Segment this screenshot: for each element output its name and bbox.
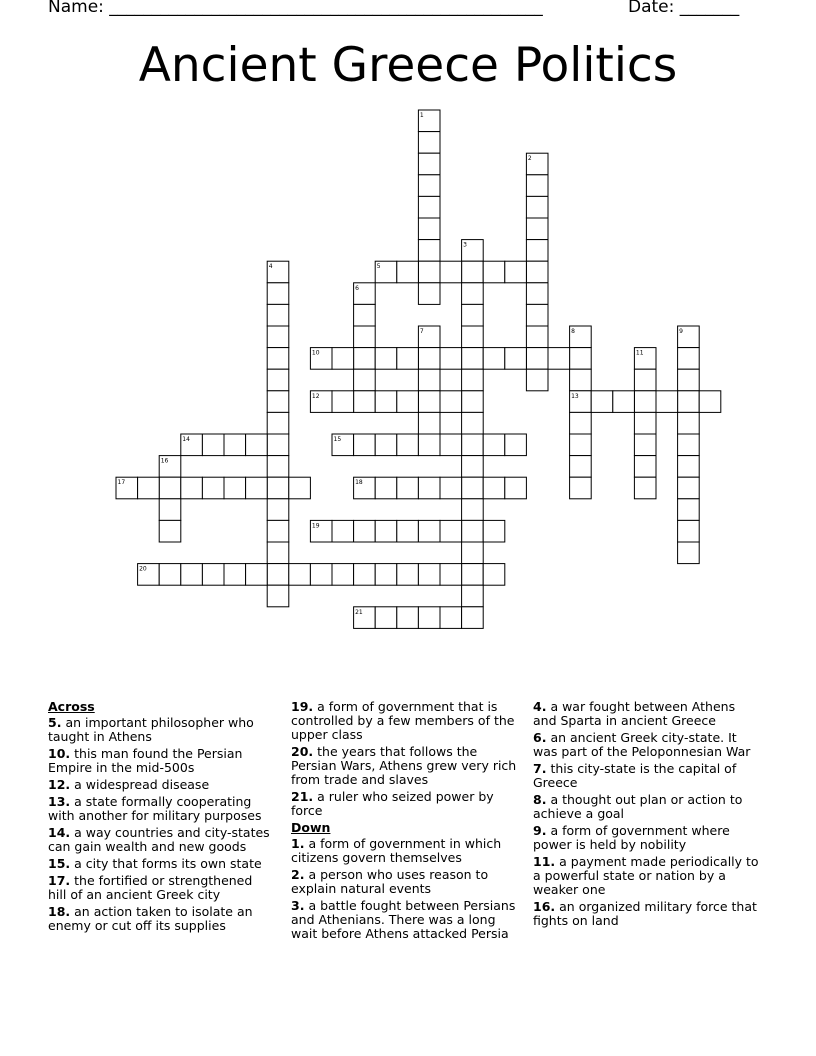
- grid-cell[interactable]: [375, 564, 397, 586]
- grid-cell[interactable]: [462, 348, 484, 370]
- grid-cell[interactable]: [332, 520, 354, 542]
- clue-across-19: 19. a form of government that is controlled by a few members of the upper class: [291, 699, 515, 742]
- grid-cell[interactable]: [526, 369, 548, 391]
- clue-across-12: 12. a widespread disease: [48, 777, 210, 792]
- grid-cell[interactable]: [159, 499, 181, 521]
- grid-cell[interactable]: [570, 456, 592, 478]
- grid-cell[interactable]: [462, 499, 484, 521]
- cell-number: 19: [311, 522, 320, 530]
- grid-cell[interactable]: [570, 477, 592, 499]
- cell-number: 2: [527, 155, 532, 163]
- grid-cell[interactable]: [418, 240, 440, 262]
- grid-cell[interactable]: [462, 585, 484, 607]
- grid-cell[interactable]: [418, 153, 440, 175]
- grid-cell[interactable]: [699, 391, 721, 413]
- grid-cell[interactable]: [397, 434, 419, 456]
- grid-cell[interactable]: [224, 434, 246, 456]
- clues-column-2: [291, 700, 525, 944]
- grid-cell[interactable]: [634, 369, 656, 391]
- grid-cell[interactable]: [440, 261, 462, 283]
- grid-cell[interactable]: [246, 434, 268, 456]
- grid-cell[interactable]: [634, 434, 656, 456]
- grid-cell[interactable]: [418, 477, 440, 499]
- clue-down-3: 3. a battle fought between Persians and Athenians. There was a long wait before Athens attacked Persia: [291, 898, 516, 941]
- grid-cell[interactable]: [267, 391, 289, 413]
- grid-cell[interactable]: [397, 520, 419, 542]
- grid-cell[interactable]: [181, 564, 203, 586]
- grid-cell[interactable]: [267, 542, 289, 564]
- grid-cell[interactable]: [678, 520, 700, 542]
- clue-down-8: 8. a thought out plan or action to achieve a goal: [533, 792, 743, 821]
- grid-cell[interactable]: [440, 520, 462, 542]
- grid-cell[interactable]: [678, 477, 700, 499]
- grid-cell[interactable]: [354, 434, 376, 456]
- grid-cell[interactable]: [332, 564, 354, 586]
- grid-cell[interactable]: [418, 175, 440, 197]
- grid-cell[interactable]: [267, 348, 289, 370]
- clue-across-18: 18. an action taken to isolate an enemy or cut off its supplies: [48, 904, 253, 933]
- grid-cell[interactable]: [418, 348, 440, 370]
- grid-cell[interactable]: [267, 369, 289, 391]
- grid-cell[interactable]: [267, 434, 289, 456]
- cell-number: 13: [571, 392, 579, 400]
- grid-cell[interactable]: [289, 564, 311, 586]
- grid-cell[interactable]: [462, 261, 484, 283]
- grid-cell[interactable]: [526, 326, 548, 348]
- grid-cell[interactable]: [678, 499, 700, 521]
- cell-number: 14: [182, 436, 190, 443]
- page-title: Ancient Greece Politics: [138, 38, 678, 93]
- grid-cell[interactable]: [418, 283, 440, 305]
- grid-cell[interactable]: [526, 240, 548, 262]
- grid-cell[interactable]: [570, 348, 592, 370]
- grid-cell[interactable]: [440, 391, 462, 413]
- grid-cell[interactable]: [354, 304, 376, 326]
- cell-number: 15: [333, 436, 342, 443]
- grid-cell[interactable]: [462, 369, 484, 391]
- grid-cell[interactable]: [354, 391, 376, 413]
- clue-across-15: 15. a city that forms its own state: [48, 856, 262, 871]
- grid-cell[interactable]: [440, 348, 462, 370]
- grid-cell[interactable]: [375, 348, 397, 370]
- grid-cell[interactable]: [483, 261, 505, 283]
- grid-cell[interactable]: [440, 434, 462, 456]
- grid-cell[interactable]: [440, 477, 462, 499]
- cell-number: 3: [463, 241, 467, 249]
- grid-cell[interactable]: [526, 283, 548, 305]
- cell-number: 17: [117, 479, 126, 487]
- grid-cell[interactable]: [246, 477, 268, 499]
- grid-cell[interactable]: [462, 456, 484, 478]
- grid-cell[interactable]: [267, 564, 289, 586]
- grid-cell[interactable]: [397, 348, 419, 370]
- clue-down-1: 1. a form of government in which citizens govern themselves: [291, 836, 502, 865]
- grid-cell[interactable]: [267, 520, 289, 542]
- clue-down-4: 4. a war fought between Athens and Sparta in ancient Greece: [533, 699, 736, 728]
- grid-cell[interactable]: [354, 520, 376, 542]
- grid-cell[interactable]: [375, 477, 397, 499]
- grid-cell[interactable]: [483, 348, 505, 370]
- grid-cell[interactable]: [462, 391, 484, 413]
- grid-cell[interactable]: [462, 477, 484, 499]
- cell-number: 7: [419, 328, 424, 335]
- clue-down-11: 11. a payment made periodically to a powerful state or nation by a weaker one: [533, 854, 759, 897]
- clue-down-7: 7. this city-state is the capital of Greece: [533, 761, 737, 790]
- clues-column-3: [533, 700, 761, 931]
- grid-cell[interactable]: [440, 564, 462, 586]
- grid-cell[interactable]: [613, 391, 635, 413]
- grid-cell[interactable]: [332, 391, 354, 413]
- clues-column-1: [48, 700, 273, 936]
- grid-cell[interactable]: [483, 564, 505, 586]
- grid-cell[interactable]: [267, 477, 289, 499]
- grid-cell[interactable]: [570, 412, 592, 434]
- grid-cell[interactable]: [656, 391, 678, 413]
- grid-cell[interactable]: [678, 348, 700, 370]
- grid-cell[interactable]: [440, 607, 462, 629]
- cell-number: 10: [311, 349, 320, 357]
- grid-cell[interactable]: [159, 564, 181, 586]
- grid-cell[interactable]: [634, 456, 656, 478]
- grid-cell[interactable]: [397, 391, 419, 413]
- grid-cell[interactable]: [462, 607, 484, 629]
- grid-cell[interactable]: [397, 564, 419, 586]
- cell-number: 8: [571, 328, 575, 335]
- grid-cell[interactable]: [418, 564, 440, 586]
- grid-cell[interactable]: [159, 520, 181, 542]
- grid-cell[interactable]: [418, 218, 440, 240]
- grid-cell[interactable]: [418, 391, 440, 413]
- clue-across-10: 10. this man found the Persian Empire in the mid-500s: [48, 746, 243, 775]
- across-heading: Across: [48, 699, 95, 714]
- clue-down-9: 9. a form of government where power is held by nobility: [533, 823, 730, 852]
- grid-cell[interactable]: [418, 369, 440, 391]
- grid-cell[interactable]: [418, 196, 440, 218]
- cell-number: 9: [679, 328, 683, 335]
- grid-cell[interactable]: [418, 132, 440, 154]
- grid-cell[interactable]: [202, 564, 224, 586]
- grid-cell[interactable]: [310, 564, 332, 586]
- grid-cell[interactable]: [462, 304, 484, 326]
- clue-across-5: 5. an important philosopher who taught in Athens: [48, 715, 254, 744]
- grid-cell[interactable]: [526, 261, 548, 283]
- grid-cell[interactable]: [181, 477, 203, 499]
- grid-cell[interactable]: [678, 434, 700, 456]
- cell-number: 12: [311, 392, 320, 400]
- grid-cell[interactable]: [418, 434, 440, 456]
- grid-cell[interactable]: [634, 477, 656, 499]
- grid-cell[interactable]: [462, 520, 484, 542]
- grid-cell[interactable]: [634, 391, 656, 413]
- grid-cell[interactable]: [375, 520, 397, 542]
- grid-cell[interactable]: [267, 585, 289, 607]
- grid-cell[interactable]: [418, 412, 440, 434]
- cell-number: 18: [355, 479, 363, 487]
- clue-across-21: 21. a ruler who seized power by force: [291, 789, 494, 818]
- grid-cell[interactable]: [505, 477, 527, 499]
- grid-cell[interactable]: [678, 412, 700, 434]
- grid-cell[interactable]: [332, 348, 354, 370]
- cell-number: 4: [268, 263, 273, 271]
- grid-cell[interactable]: [224, 477, 246, 499]
- grid-cell[interactable]: [354, 326, 376, 348]
- grid-cell[interactable]: [462, 326, 484, 348]
- grid-cell[interactable]: [526, 348, 548, 370]
- grid-cell[interactable]: [462, 542, 484, 564]
- grid-cell[interactable]: [526, 175, 548, 197]
- grid-cell[interactable]: [462, 283, 484, 305]
- grid-cell[interactable]: [375, 607, 397, 629]
- grid-cell[interactable]: [526, 196, 548, 218]
- grid-cell[interactable]: [397, 261, 419, 283]
- name-label: Name: ___________________________________________________: [48, 0, 543, 17]
- grid-cell[interactable]: [289, 477, 311, 499]
- grid-cell[interactable]: [138, 477, 160, 499]
- grid-cell[interactable]: [526, 218, 548, 240]
- grid-cell[interactable]: [354, 564, 376, 586]
- clue-down-2: 2. a person who uses reason to explain natural events: [291, 867, 489, 896]
- grid-cell[interactable]: [159, 477, 181, 499]
- cell-number: 1: [419, 112, 424, 119]
- grid-cell[interactable]: [483, 520, 505, 542]
- grid-cell[interactable]: [202, 434, 224, 456]
- grid-cell[interactable]: [678, 542, 700, 564]
- grid-cell[interactable]: [505, 261, 527, 283]
- clue-across-13: 13. a state formally cooperating with another for military purposes: [48, 794, 262, 823]
- grid-cell[interactable]: [267, 304, 289, 326]
- grid-cell[interactable]: [678, 391, 700, 413]
- grid-cell[interactable]: [526, 304, 548, 326]
- grid-cell[interactable]: [570, 434, 592, 456]
- grid-cell[interactable]: [462, 564, 484, 586]
- date-label: Date: _______: [628, 0, 740, 17]
- cell-number: 11: [635, 349, 644, 357]
- grid-cell[interactable]: [224, 564, 246, 586]
- grid-cell[interactable]: [462, 412, 484, 434]
- grid-cell[interactable]: [548, 348, 570, 370]
- grid-cell[interactable]: [570, 369, 592, 391]
- grid-cell[interactable]: [634, 412, 656, 434]
- grid-cell[interactable]: [246, 564, 268, 586]
- grid-cell[interactable]: [678, 369, 700, 391]
- grid-cell[interactable]: [354, 369, 376, 391]
- grid-cell[interactable]: [591, 391, 613, 413]
- grid-cell[interactable]: [375, 391, 397, 413]
- grid-cell[interactable]: [483, 434, 505, 456]
- grid-cell[interactable]: [505, 348, 527, 370]
- grid-cell[interactable]: [678, 456, 700, 478]
- cell-number: 20: [139, 565, 147, 573]
- cell-number: 5: [376, 263, 381, 271]
- grid-cell[interactable]: [418, 261, 440, 283]
- clue-across-14: 14. a way countries and city-states can gain wealth and new goods: [48, 825, 270, 854]
- grid-cell[interactable]: [267, 456, 289, 478]
- clue-across-20: 20. the years that follows the Persian Wars, Athens grew very rich from trade and slaves: [291, 744, 517, 787]
- clue-across-17: 17. the fortified or strengthened hill of an ancient Greek city: [48, 873, 253, 902]
- cell-number: 21: [355, 608, 363, 616]
- clue-down-16: 16. an organized military force that fights on land: [533, 899, 757, 928]
- grid-cell[interactable]: [418, 520, 440, 542]
- grid-cell[interactable]: [505, 434, 527, 456]
- clue-down-6: 6. an ancient Greek city-state. It was part of the Peloponnesian War: [533, 730, 751, 759]
- grid-cell[interactable]: [202, 477, 224, 499]
- grid-cell[interactable]: [267, 499, 289, 521]
- grid-cell[interactable]: [267, 326, 289, 348]
- grid-cell[interactable]: [375, 434, 397, 456]
- grid-cell[interactable]: [483, 477, 505, 499]
- grid-cell[interactable]: [397, 607, 419, 629]
- cell-number: 6: [355, 284, 359, 292]
- grid-cell[interactable]: [267, 283, 289, 305]
- down-heading: Down: [291, 820, 331, 835]
- grid-cell[interactable]: [267, 412, 289, 434]
- grid-cell[interactable]: [397, 477, 419, 499]
- grid-cell[interactable]: [418, 607, 440, 629]
- grid-cell[interactable]: [462, 434, 484, 456]
- cell-number: 16: [160, 457, 169, 465]
- grid-cell[interactable]: [354, 348, 376, 370]
